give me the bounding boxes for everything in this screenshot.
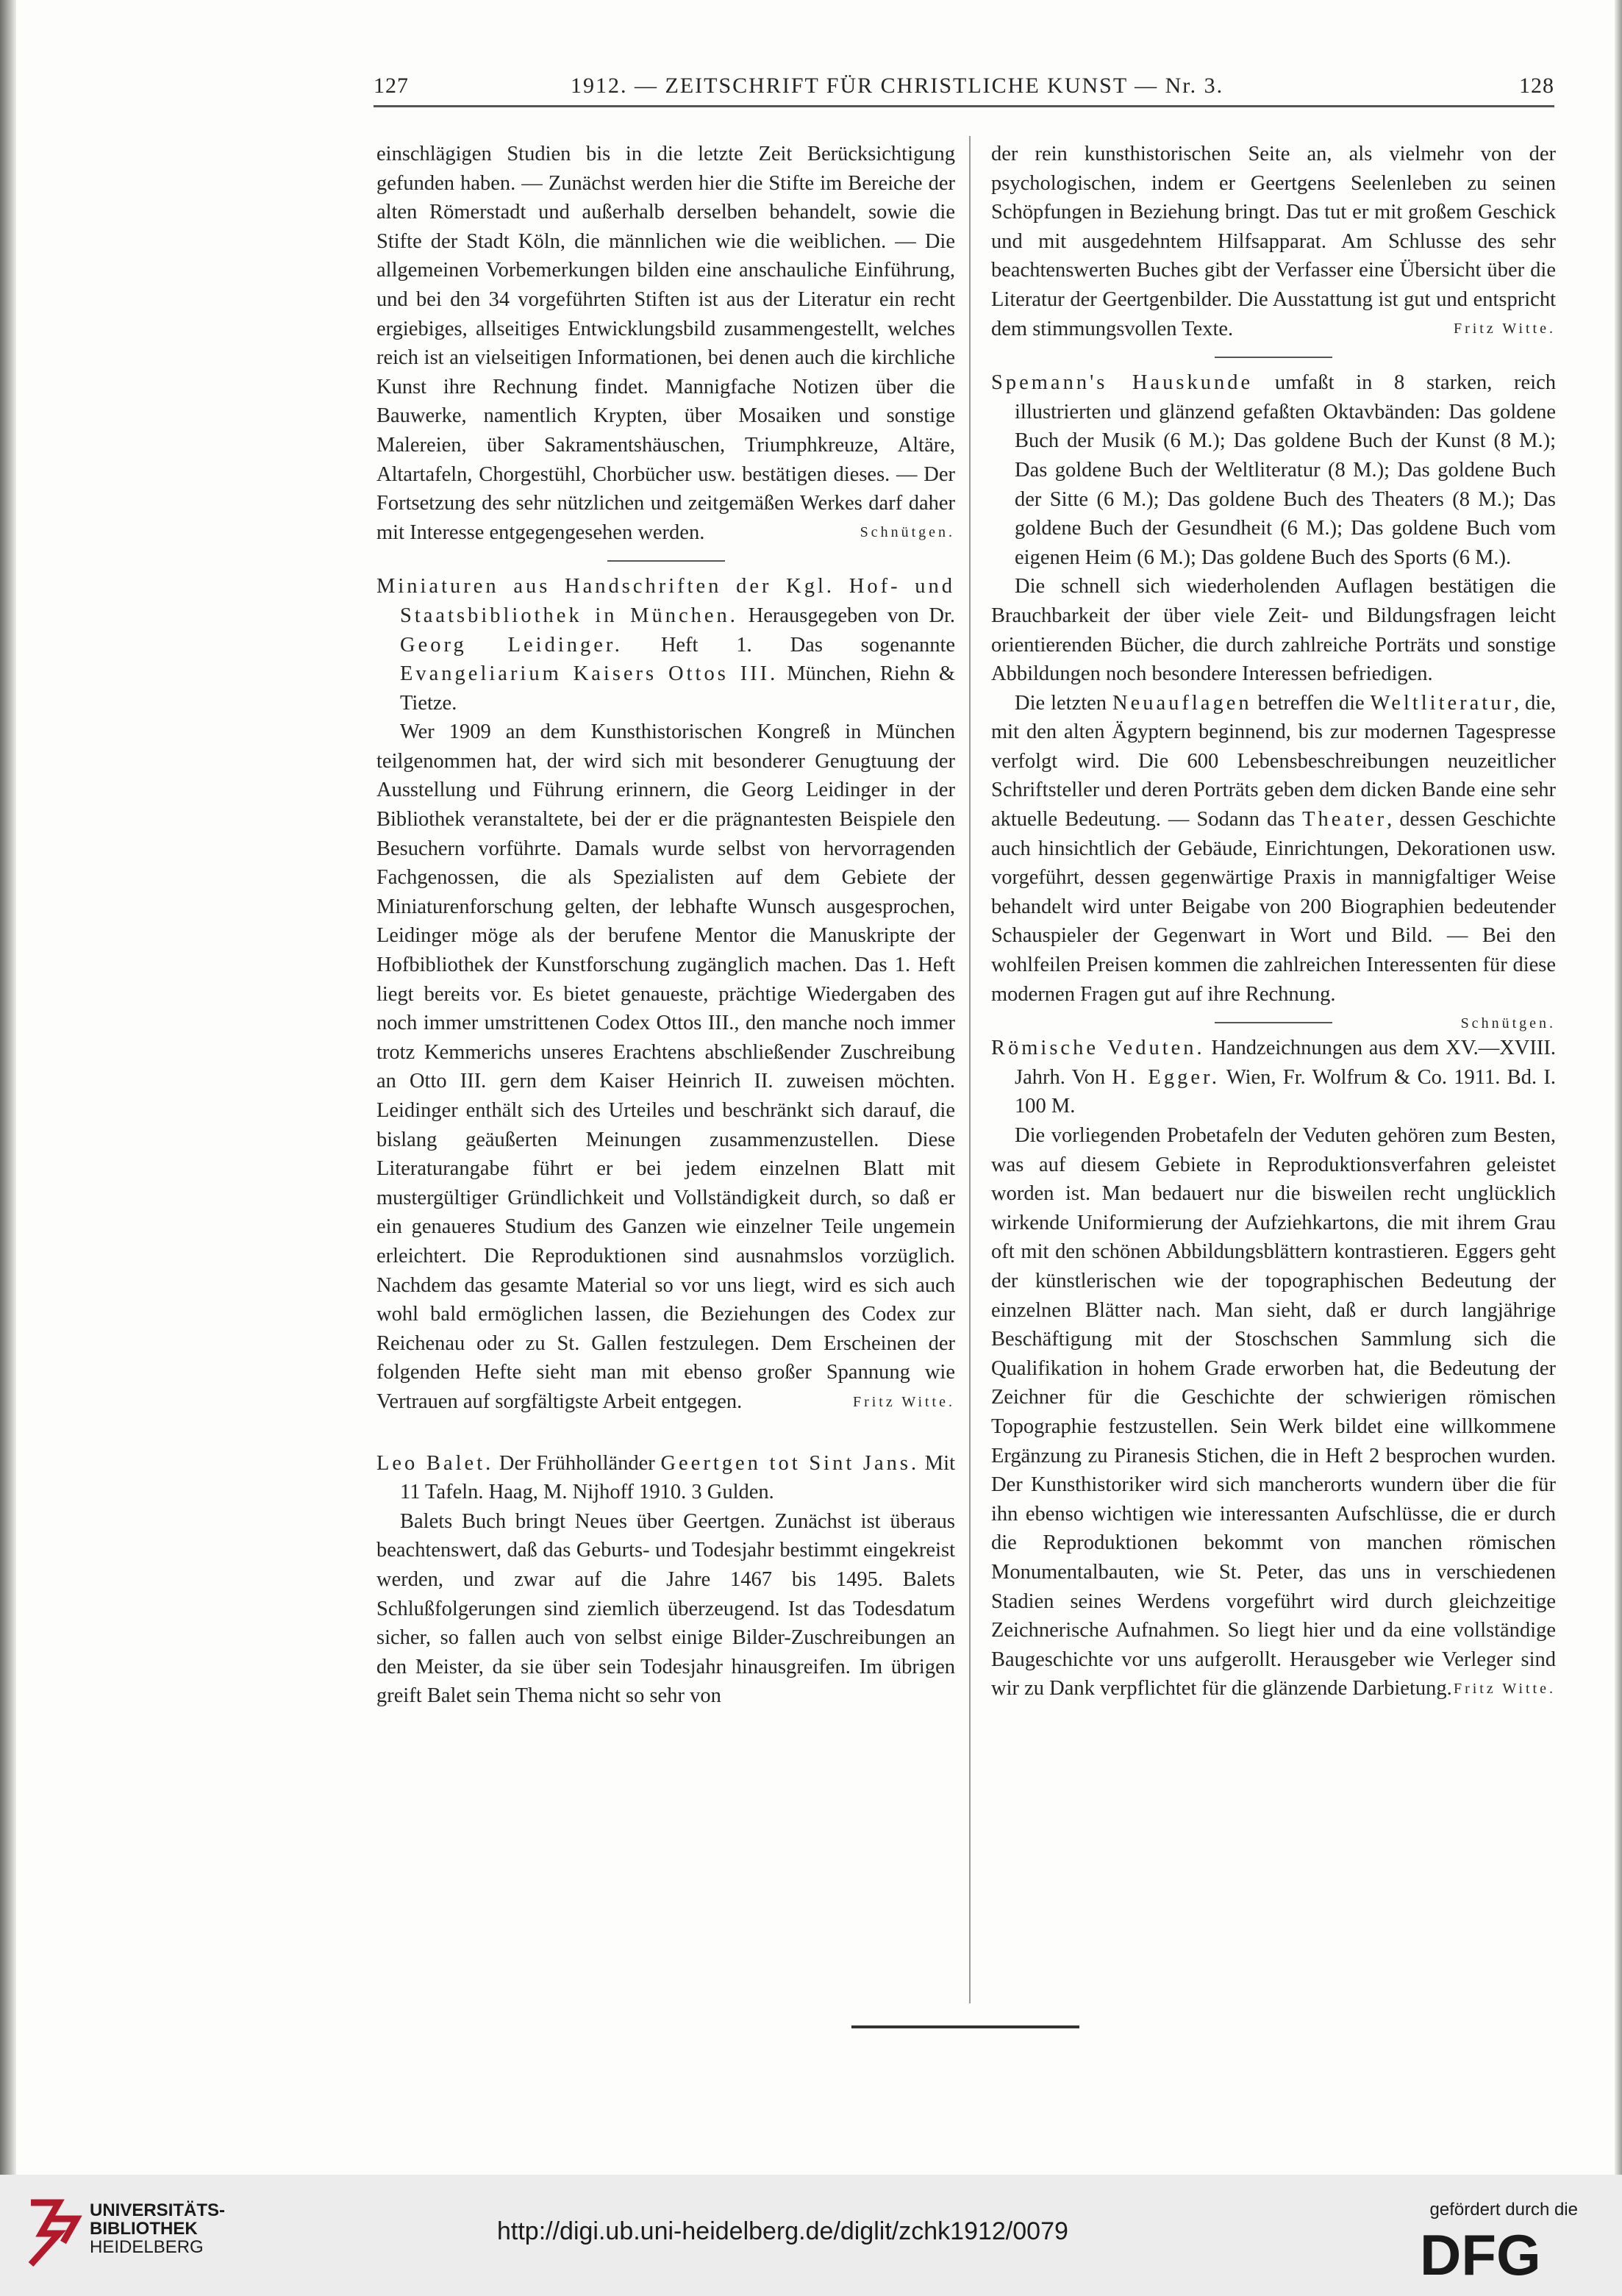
book-title: Geertgen tot Sint Jans.	[660, 1451, 920, 1475]
page-number-right: 128	[1519, 74, 1554, 98]
review-paragraph: der rein kunsthistorischen Seite an, als vielmehr von der psychologischen, indem er Geertgens Seelenleben zu seinen Schöpfungen in Beziehung bringt. Das tut er mit großem Geschick und mit ausgedehntem Hilfsapparat. Am Schlusse des sehr beachtenswerten Buches gibt der Verfasser eine Übersicht über die Literatur der Geertgenbilder. Die Ausstattung ist gut und entspricht dem stimmungsvollen Texte.	[991, 143, 1556, 340]
column-divider	[969, 136, 971, 2003]
page-number-left: 127	[374, 74, 409, 98]
right-column	[991, 140, 1556, 1703]
signature: Fritz Witte.	[1453, 1680, 1556, 1697]
review-paragraph: einschlägigen Studien bis in die letzte Zeit Berücksichtigung gefunden haben. — Zunächst werden hier die Stifte im Bereiche der alten Römerstadt und außerhalb derselben behandelt, sowie die Stifte der Stadt Köln, die männlichen wie die weiblichen. — Die allgemeinen Vorbemerkungen bilden eine anschauliche Einführung, und bei den 34 vorgeführten Stiften ist aus der Literatur ein recht ergiebiges, allseitiges Entwicklungsbild zusammengestellt, welches reich ist an vielseitigen Informationen, bei denen auch die kirchliche Kunst ihre Rechnung findet. Mannigfache Notizen über die Bauwerke, namentlich Krypten, über Mosaiken und sonstige Malereien, über Sakramentshäuschen, Triumphkreuze, Altäre, Altartafeln, Chorgestühl, Chorbücher usw. bestätigen dieses. — Der Fortsetzung des sehr nützlichen und zeitgemäßen Werkes darf daher mit Interesse entgegengesehen werden.	[376, 143, 955, 544]
svg-text:DFG: DFG	[1420, 2228, 1541, 2279]
signature: Schnütgen.	[1460, 1015, 1556, 1032]
review-heading: Miniaturen aus Handschriften der Kgl. Hof- und Staatsbibliothek in München. Herausgegeben von Dr. Georg Leidinger. Heft 1. Das sogenannte Evangeliarium Kaisers Ottos III. München, Riehn & Tietze.	[376, 575, 956, 715]
review-paragraph: Wer 1909 an dem Kunsthistorischen Kongreß in München teilgenommen hat, der wird sich mit besonderer Genugtuung der Ausstellung und Führung erinnern, die Georg Leidinger in der Bibliothek veranstaltete, bei der er die prägnantesten Beispiele den Besuchern vorführte. Damals wurde selbst von hervorragenden Fachgenossen, die als Spezialisten auf dem Gebiete der Miniaturenforschung gelten, der lebhafte Wunsch ausgesprochen, Leidinger möge als der berufene Mentor die Manuskripte der Hofbibliothek der Kunstforschung zugänglich machen. Das 1. Heft liegt bereits vor. Es bietet genaueste, prächtige Wiedergaben des noch immer umstrittenen Codex Ottos III., den manche noch immer trotz Kemmerichs unseres Erachtens abschließender Zuschreibung an Otto III. gern dem Kaiser Heinrich II. zuweisen möchten. Leidinger enthält sich des Urteiles und beschränkt sich darauf, die bislang geäußerten Meinungen zusammenzustellen. Diese Literaturangabe führt er bei jedem einzelnen Blatt mit mustergültiger Gründlichkeit und Vollständigkeit durch, so daß er ein genaueres Studium des Ganzen wie einzelner Teile ungemein erleichtert. Die Reproduktionen sind ausnahmslos vorzüglich. Nachdem das gesamte Material so vor uns liegt, wird es sich auch wohl bald ermöglichen lassen, die Beziehungen des Codex zur Reichenau oder zu St. Gallen festzulegen. Dem Erscheinen der folgenden Hefte sieht man mit ebenso großer Spannung wie Vertrauen auf sorgfältigste Arbeit entgegen.	[376, 720, 955, 1413]
header-rule	[374, 105, 1554, 107]
review-paragraph: Die schnell sich wiederholenden Auflagen bestätigen die Brauchbarkeit der über viele Zeit- und Bildungsfragen leicht orientierenden Bücher, die durch zahlreiche Porträts und sonstige Abbildungen noch besondere Interessen befriedigen.	[991, 575, 1556, 686]
dfg-logo-icon[interactable]	[1420, 2228, 1585, 2279]
book-author: Georg Leidinger.	[400, 633, 623, 657]
book-title: Römische Veduten.	[991, 1037, 1205, 1060]
library-name[interactable]: UNIVERSITÄTS- BIBLIOTHEK HEIDELBERG	[90, 2200, 226, 2257]
review-paragraph: Die vorliegenden Probetafeln der Veduten gehören zum Besten, was auf diesem Gebiete in Reproduktionsverfahren geleistet worden ist. Man bedauert nur die bisweilen recht unglücklich wirkende Uniformierung der Aufziehkartons, die mit ihrem Grau oft mit den schönen Abbildungsblättern kontrastieren. Eggers geht der künstlerischen wie der topographischen Bedeutung der einzelnen Blätter nach. Man sieht, daß er durch langjährige Beschäftigung mit der Stoschschen Sammlung sich die Qualifikation in hohem Grade erworben hat, die Bedeutung der Zeichner für die Geschichte der schwierigen römischen Topographie festzustellen. Sein Werk bildet eine willkommene Ergänzung zu Piranesis Stichen, die in Heft 2 besprochen wurden. Der Kunsthistoriker wird sich mancherorts wundern über die für ihn ebenso wichtigen wie interessanten Aufschlüsse, die er durch die Reproduktionen bekommt von manchen römischen Monumentalbauten, wie St. Peter, das uns in verschiedenen Stadien seines Werdens vorgeführt wird durch gleichzeitige Zeichnerische Aufnahmen. So liegt hier und da eine vollständige Baugeschichte vor uns aufgerollt. Herausgeber wie Verleger sind wir zu Dank verpflichtet für die glänzende Darbietung.	[991, 1124, 1556, 1700]
permalink-url[interactable]: http://digi.ub.uni-heidelberg.de/diglit/zchk1912/0079	[497, 2217, 1068, 2245]
signature: Fritz Witte.	[1453, 321, 1556, 337]
signature: Schnütgen.	[860, 524, 955, 541]
review-paragraph: Balets Buch bringt Neues über Geertgen. Zunächst ist überaus beachtenswert, daß das Geburts- und Todesjahr bestimmt eingekreist werden, und zwar auf die Jahre 1467 bis 1495. Balets Schlußfolgerungen sind ziemlich überzeugend. Ist das Todesdatum sicher, so fallen auch von selbst einige Bilder-Zuschreibungen an den Meister, da sie über sein Todesjahr hinausgreifen. Im übrigen greift Balet sein Thema nicht so sehr von	[376, 1509, 955, 1708]
review-paragraph: Die letzten Neuauflagen betreffen die Weltliteratur, die, mit den alten Ägyptern beginnend, bis zur modernen Tagespresse verfolgt wird. Die 600 Lebensbeschreibungen neuzeitlicher Schriftsteller und deren Porträts geben dem dicken Bande eine sehr aktuelle Bedeutung. — Sodann das Theater, dessen Geschichte auch hinsichtlich der Gebäude, Einrichtungen, Dekorationen usw. vorgeführt, dessen gegenwärtige Praxis in mannigfaltiger Weise behandelt wird unter Beigabe von 200 Biographien bedeutender Schauspieler der Gegenwart in Wort und Bild. — Bei den wohlfeilen Preisen kommen die zahlreichen Interessenten für diese modernen Fragen gut auf ihre Rechnung.	[991, 691, 1557, 1006]
left-column	[376, 140, 955, 1711]
review-separator	[1215, 1022, 1332, 1023]
review-heading: Leo Balet. Der Frühholländer Geertgen tot Sint Jans. Mit 11 Tafeln. Haag, M. Nijhoff 1910. 3 Gulden.	[376, 1451, 955, 1504]
book-title: Spemann's Hauskunde	[991, 371, 1254, 395]
university-library-logo-icon[interactable]	[16, 2197, 82, 2267]
signature: Fritz Witte.	[852, 1393, 955, 1410]
book-author: H. Egger.	[1112, 1065, 1221, 1089]
scan-right-edge	[1615, 0, 1622, 2176]
end-rule	[851, 2025, 1079, 2028]
review-separator	[607, 560, 725, 562]
journal-title: 1912. — ZEITSCHRIFT FÜR CHRISTLICHE KUNST — Nr. 3.	[571, 74, 1224, 98]
review-separator	[1215, 357, 1332, 358]
review-heading: Römische Veduten. Handzeichnungen aus dem XV.—XVIII. Jahrh. Von H. Egger. Wien, Fr. Wolfrum & Co. 1911. Bd. I. 100 M.	[991, 1037, 1557, 1118]
book-author: Leo Balet.	[376, 1451, 494, 1475]
scan-left-edge	[0, 0, 16, 2176]
review-heading: Spemann's Hauskunde umfaßt in 8 starken, reich illustrierten und glänzend gefaßten Oktavbänden: Das goldene Buch der Musik (6 M.); Das goldene Buch der Kunst (8 M.); Das goldene Buch der Weltliteratur (8 M.); Das goldene Buch der Sitte (6 M.); Das goldene Buch des Theaters (8 M.); Das goldene Buch der Gesundheit (6 M.); Das goldene Buch vom eigenen Heim (6 M.); Das goldene Buch des Sports (6 M.).	[991, 371, 1556, 569]
digitization-footer	[0, 2175, 1622, 2296]
funding-label: gefördert durch die	[1429, 2200, 1578, 2220]
book-title: Miniaturen aus Handschriften der Kgl. Hof- und Staatsbibliothek in München.	[376, 575, 955, 627]
